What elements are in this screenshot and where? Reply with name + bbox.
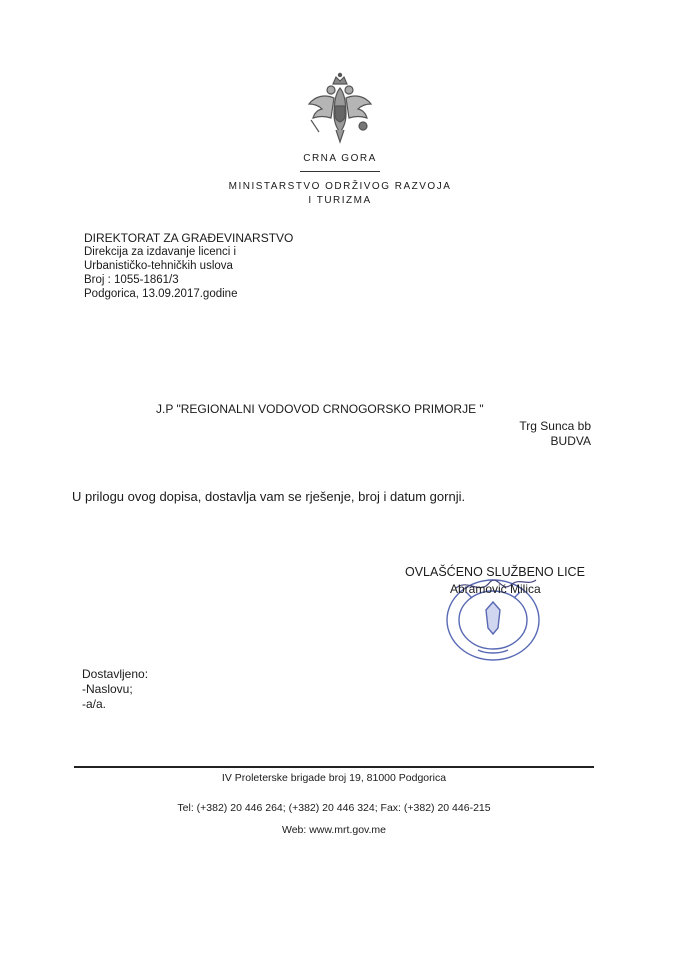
ministry-name-line2: I TURIZMA xyxy=(308,195,372,206)
delivery-item: -Naslovu; xyxy=(82,682,133,696)
directorate-name: DIREKTORAT ZA GRAĐEVINARSTVO xyxy=(84,231,294,245)
letter-body: U prilogu ovog dopisa, dostavlja vam se rješenje, broj i datum gornji. xyxy=(72,489,466,504)
department-line2: Urbanističko-tehničkih uslova xyxy=(84,260,233,272)
delivery-item: -a/a. xyxy=(82,697,107,711)
coat-of-arms-icon xyxy=(303,72,377,146)
delivery-heading: Dostavljeno: xyxy=(82,667,149,681)
ministry-name-line1: MINISTARSTVO ODRŽIVOG RAZVOJA xyxy=(228,181,452,192)
country-name: CRNA GORA xyxy=(303,153,377,164)
letterhead-divider xyxy=(300,171,380,172)
department-line1: Direkcija za izdavanje licenci i xyxy=(84,246,237,258)
place-date: Podgorica, 13.09.2017.godine xyxy=(84,288,238,300)
footer-contacts: Tel: (+382) 20 446 264; (+382) 20 446 324; Fax: (+382) 20 446-215 xyxy=(177,802,491,814)
recipient-name: J.P "REGIONALNI VODOVOD CRNOGORSKO PRIMORJE " xyxy=(156,402,484,416)
reference-number: Broj : 1055-1861/3 xyxy=(84,274,179,286)
recipient-address xyxy=(519,419,591,449)
footer-address: IV Proleterske brigade broj 19, 81000 Podgorica xyxy=(221,772,447,784)
recipient-city: BUDVA xyxy=(550,434,591,448)
signatory-title: OVLAŠĆENO SLUŽBENO LICE xyxy=(405,565,585,579)
delivery-list xyxy=(82,667,148,712)
signatory-name: Abramović Milica xyxy=(450,582,541,596)
letter-header xyxy=(84,231,293,301)
footer-website: Web: www.mrt.gov.me xyxy=(281,824,387,836)
footer-divider xyxy=(74,766,594,768)
recipient-street: Trg Sunca bb xyxy=(519,419,591,433)
